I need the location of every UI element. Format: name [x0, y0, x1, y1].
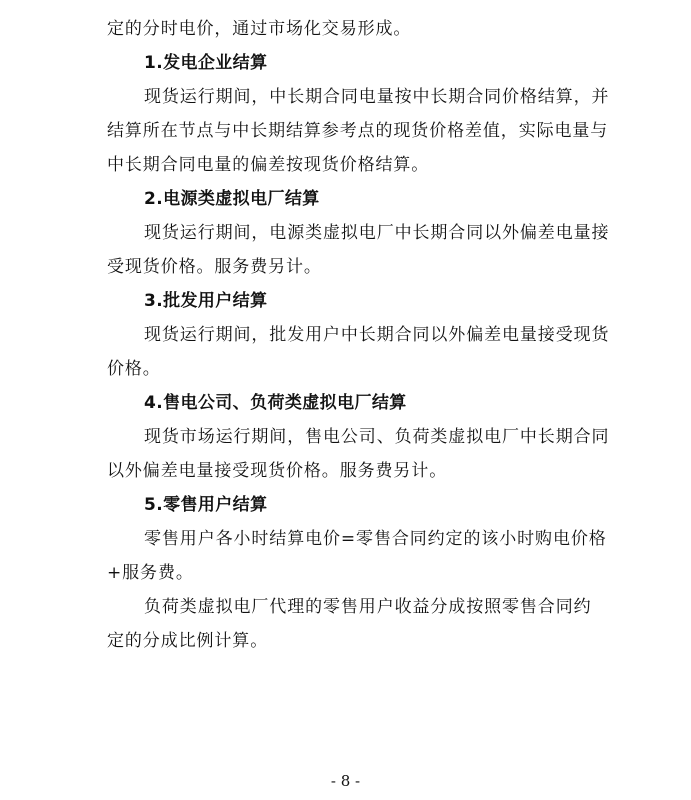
section-heading-retailer-load-virtual-power-plant-settlement: 4.售电公司、负荷类虚拟电厂结算: [144, 393, 407, 413]
paragraph-continuation-line: 定的分时电价，通过市场化交易形成。: [107, 19, 412, 39]
section-heading-wholesale-user-settlement: 3.批发用户结算: [144, 291, 268, 311]
paragraph-line: 现货运行期间，电源类虚拟电厂中长期合同以外偏差电量接: [144, 223, 610, 243]
paragraph-line: 零售用户各小时结算电价=零售合同约定的该小时购电价格: [144, 529, 607, 549]
paragraph-line: 中长期合同电量的偏差按现货价格结算。: [107, 155, 430, 175]
paragraph-line: 以外偏差电量接受现货价格。服务费另计。: [107, 461, 448, 481]
paragraph-line: 负荷类虚拟电厂代理的零售用户收益分成按照零售合同约: [144, 597, 592, 617]
paragraph-line: 现货运行期间，批发用户中长期合同以外偏差电量接受现货: [144, 325, 610, 345]
section-heading-power-generation-settlement: 1.发电企业结算: [144, 53, 268, 73]
paragraph-line: +服务费。: [107, 563, 194, 583]
paragraph-line: 现货市场运行期间，售电公司、负荷类虚拟电厂中长期合同: [144, 427, 610, 447]
paragraph-line: 受现货价格。服务费另计。: [107, 257, 322, 277]
paragraph-line: 价格。: [107, 359, 161, 379]
paragraph-line: 定的分成比例计算。: [107, 631, 269, 651]
section-heading-source-virtual-power-plant-settlement: 2.电源类虚拟电厂结算: [144, 189, 320, 209]
paragraph-line: 结算所在节点与中长期结算参考点的现货价格差值，实际电量与: [107, 121, 609, 141]
document-body: [107, 12, 612, 658]
page-number: - 8 -: [330, 772, 361, 790]
section-heading-retail-user-settlement: 5.零售用户结算: [144, 495, 268, 515]
paragraph-line: 现货运行期间，中长期合同电量按中长期合同价格结算，并: [144, 87, 610, 107]
